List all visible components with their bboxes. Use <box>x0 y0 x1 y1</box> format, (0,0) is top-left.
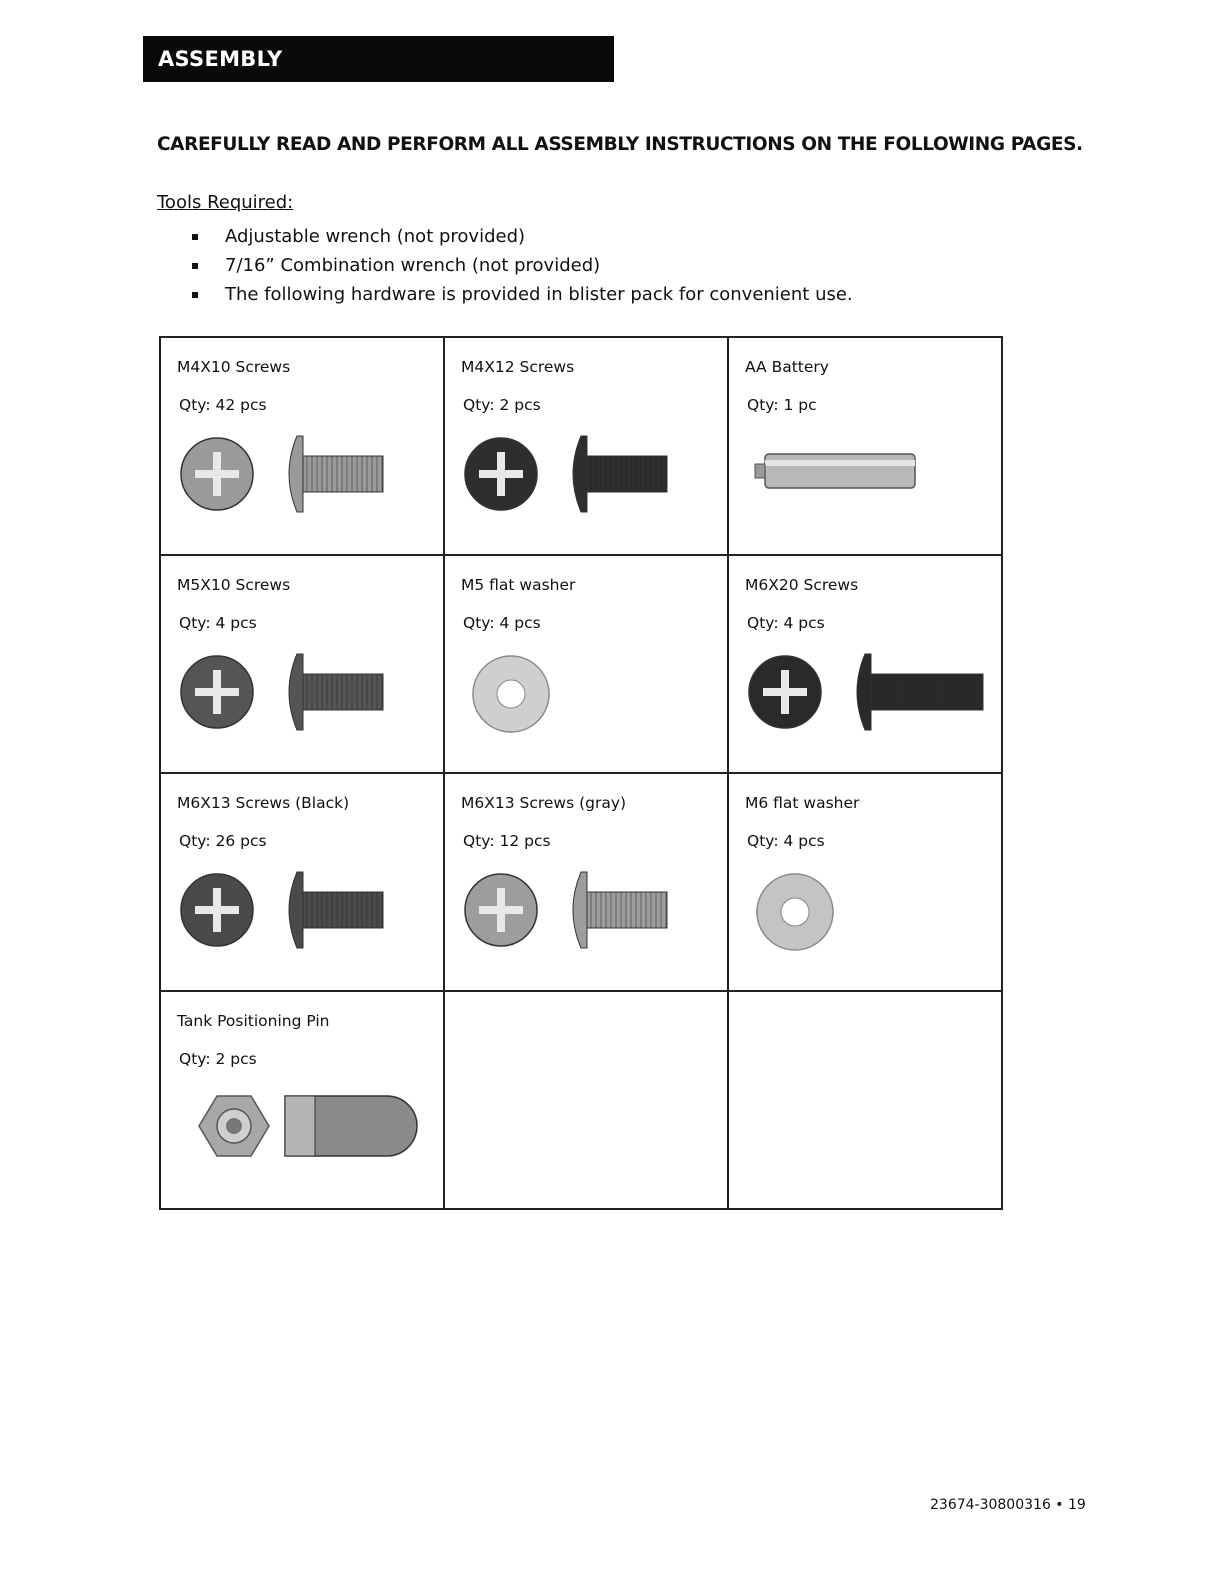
screw-head-icon <box>749 656 821 728</box>
part-illustration <box>461 862 721 972</box>
hardware-cell <box>160 555 444 773</box>
screw-head-icon <box>465 438 537 510</box>
positioning-pin-icon <box>199 1096 417 1156</box>
bullet-icon <box>192 234 198 240</box>
tools-list <box>190 222 853 309</box>
screw-head-icon <box>465 874 537 946</box>
part-illustration <box>461 644 721 754</box>
hardware-table <box>159 336 1003 1210</box>
page-footer: 23674-30800316 • 19 <box>930 1497 1086 1513</box>
part-qty: Qty: 4 pcs <box>463 614 541 632</box>
part-illustration <box>745 426 1005 536</box>
table-row <box>160 555 1002 773</box>
hardware-cell <box>728 555 1002 773</box>
part-name: M5 flat washer <box>461 576 576 594</box>
part-qty: Qty: 12 pcs <box>463 832 551 850</box>
washer-icon <box>757 874 833 950</box>
part-qty: Qty: 4 pcs <box>179 614 257 632</box>
part-illustration <box>745 644 1005 754</box>
table-row <box>160 773 1002 991</box>
part-qty: Qty: 1 pc <box>747 396 817 414</box>
part-name: M4X12 Screws <box>461 358 575 376</box>
screw-side-icon <box>573 436 667 512</box>
tool-item-text: The following hardware is provided in blister pack for convenient use. <box>225 284 853 305</box>
part-name: M4X10 Screws <box>177 358 291 376</box>
hardware-cell-empty <box>728 991 1002 1209</box>
table-row <box>160 991 1002 1209</box>
hardware-cell-empty <box>444 991 728 1209</box>
part-qty: Qty: 4 pcs <box>747 832 825 850</box>
table-row <box>160 337 1002 555</box>
part-qty: Qty: 2 pcs <box>179 1050 257 1068</box>
part-illustration <box>461 426 721 536</box>
screw-side-icon <box>857 654 983 730</box>
battery-icon <box>755 454 915 488</box>
part-name: M6X13 Screws (gray) <box>461 794 627 812</box>
screw-side-icon <box>289 654 383 730</box>
part-illustration <box>177 426 437 536</box>
part-illustration <box>177 862 437 972</box>
hardware-cell <box>160 991 444 1209</box>
hardware-cell <box>444 555 728 773</box>
tool-item <box>190 251 853 280</box>
part-name: M5X10 Screws <box>177 576 291 594</box>
tool-item-text: Adjustable wrench (not provided) <box>225 226 526 247</box>
screw-head-icon <box>181 656 253 728</box>
part-name: M6X20 Screws <box>745 576 859 594</box>
tool-item-text: 7/16” Combination wrench (not provided) <box>225 255 601 276</box>
part-illustration <box>177 1080 437 1190</box>
screw-side-icon <box>289 872 383 948</box>
tool-item <box>190 280 853 309</box>
bullet-icon <box>192 292 198 298</box>
hardware-cell <box>728 337 1002 555</box>
bullet-icon <box>192 263 198 269</box>
hardware-cell <box>160 773 444 991</box>
screw-head-icon <box>181 438 253 510</box>
screw-side-icon <box>289 436 383 512</box>
part-name: M6X13 Screws (Black) <box>177 794 350 812</box>
part-qty: Qty: 2 pcs <box>463 396 541 414</box>
part-qty: Qty: 42 pcs <box>179 396 267 414</box>
part-illustration <box>745 862 1005 972</box>
part-qty: Qty: 4 pcs <box>747 614 825 632</box>
washer-icon <box>473 656 549 732</box>
tools-required-heading: Tools Required: <box>157 192 294 213</box>
hardware-cell <box>444 773 728 991</box>
screw-side-icon <box>573 872 667 948</box>
part-qty: Qty: 26 pcs <box>179 832 267 850</box>
part-name: AA Battery <box>745 358 829 376</box>
hardware-cell <box>160 337 444 555</box>
instruction-headline: CAREFULLY READ AND PERFORM ALL ASSEMBLY INSTRUCTIONS ON THE FOLLOWING PAGES. <box>157 134 1083 155</box>
part-name: Tank Positioning Pin <box>177 1012 330 1030</box>
hardware-cell <box>444 337 728 555</box>
section-title: ASSEMBLY <box>158 47 283 71</box>
part-illustration <box>177 644 437 754</box>
part-name: M6 flat washer <box>745 794 860 812</box>
section-banner <box>143 36 614 82</box>
screw-head-icon <box>181 874 253 946</box>
tool-item <box>190 222 853 251</box>
hardware-cell <box>728 773 1002 991</box>
